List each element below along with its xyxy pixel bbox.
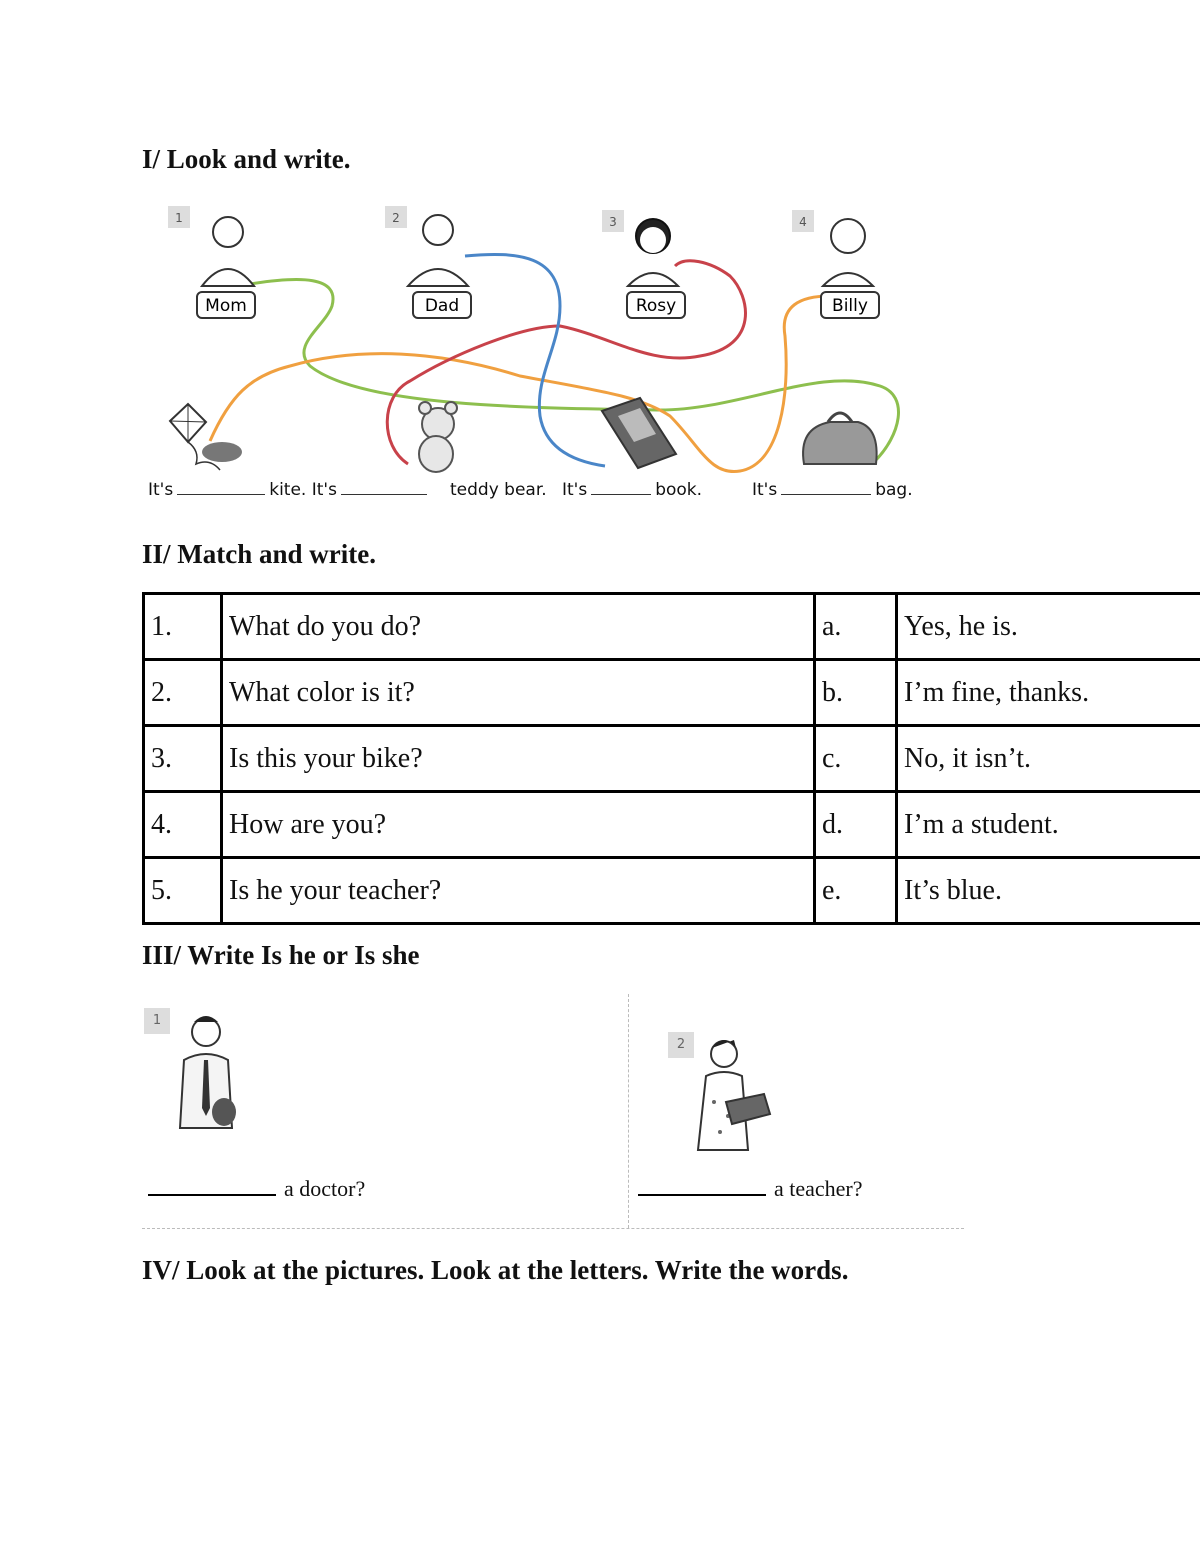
question-number: 2. [144, 660, 222, 726]
table-row [144, 594, 1200, 660]
blank-line[interactable] [591, 492, 651, 495]
question-text: What do you do? [222, 594, 815, 660]
maze-line-green [250, 279, 899, 461]
match-table [142, 592, 1200, 925]
answer-text: It’s blue. [897, 858, 1200, 924]
teacher-icon [668, 1032, 788, 1154]
person-name: Billy [832, 296, 868, 316]
blank-line[interactable] [341, 492, 427, 495]
person-number: 1 [175, 211, 183, 225]
section-4-heading: IV/ Look at the pictures. Look at the letters. Write the words. [142, 1255, 849, 1285]
question-number: 5. [144, 858, 222, 924]
answer-text: I’m a student. [897, 792, 1200, 858]
doctor-icon [144, 1008, 264, 1138]
question-number: 3. [144, 726, 222, 792]
person-rosy [602, 210, 685, 318]
table-row [144, 858, 1200, 924]
blank-line[interactable] [177, 492, 265, 495]
section-2-heading: II/ Match and write. [142, 539, 376, 569]
section-1-heading: I/ Look and write. [142, 144, 351, 174]
bag-icon [803, 413, 877, 464]
book-sentence: It's book. [562, 480, 703, 500]
person-dad [385, 206, 471, 318]
answer-line[interactable] [638, 1178, 766, 1196]
item-number: 2 [668, 1032, 694, 1058]
answer-letter: a. [815, 594, 897, 660]
table-row [144, 660, 1200, 726]
question-number: 1. [144, 594, 222, 660]
question-text: How are you? [222, 792, 815, 858]
question-number: 4. [144, 792, 222, 858]
maze-line-blue [465, 254, 605, 466]
answer-text: I’m fine, thanks. [897, 660, 1200, 726]
answer-text: No, it isn’t. [897, 726, 1200, 792]
person-mom [168, 206, 255, 318]
person-name: Mom [205, 296, 247, 316]
question-text: Is this your bike? [222, 726, 815, 792]
kite-sentence: It's kite. It's [148, 480, 431, 500]
kite-icon [170, 404, 242, 470]
answer-text: Yes, he is. [897, 594, 1200, 660]
blank-line[interactable] [781, 492, 871, 495]
answer-letter: d. [815, 792, 897, 858]
person-name: Dad [424, 296, 460, 316]
answer-letter: c. [815, 726, 897, 792]
doctor-question: a doctor? [148, 1176, 365, 1202]
answer-letter: e. [815, 858, 897, 924]
answer-line[interactable] [148, 1178, 276, 1196]
maze-line-orange [210, 296, 830, 472]
teddy-bear-sentence: teddy bear. [450, 480, 547, 500]
teddy-bear-icon [419, 402, 457, 472]
table-row [144, 792, 1200, 858]
person-billy [792, 210, 879, 318]
maze-illustration [140, 196, 940, 516]
bag-sentence: It's bag. [752, 480, 913, 500]
person-number: 4 [799, 215, 807, 229]
person-name: Rosy [635, 296, 677, 316]
table-row [144, 726, 1200, 792]
section-3-heading: III/ Write Is he or Is she [142, 940, 420, 970]
item-number: 1 [144, 1008, 170, 1034]
question-text: What color is it? [222, 660, 815, 726]
person-number: 2 [392, 211, 400, 225]
person-number: 3 [609, 215, 617, 229]
is-he-is-she-exercise [142, 994, 964, 1229]
question-text: Is he your teacher? [222, 858, 815, 924]
answer-letter: b. [815, 660, 897, 726]
teacher-question: a teacher? [638, 1176, 863, 1202]
column-divider [628, 994, 629, 1228]
